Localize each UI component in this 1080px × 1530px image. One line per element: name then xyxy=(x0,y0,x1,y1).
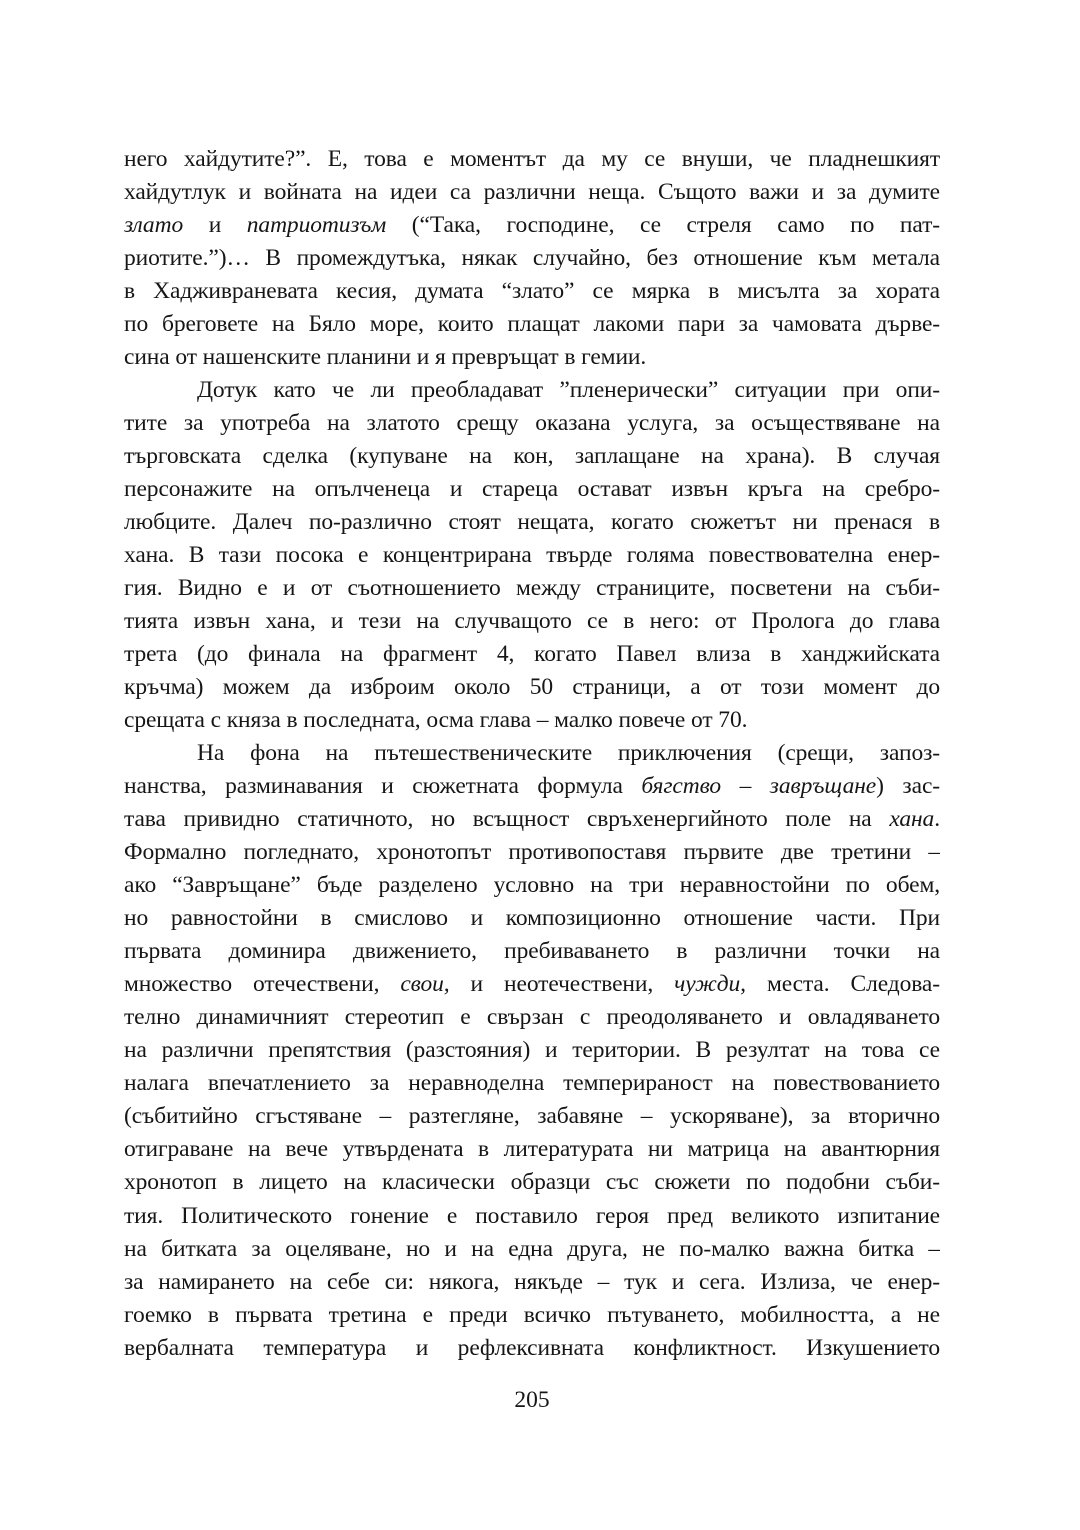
italic-term: хана xyxy=(889,806,935,833)
text-segment: ) зас- xyxy=(876,773,940,800)
text-line xyxy=(124,968,940,1001)
body-text xyxy=(124,143,940,1365)
text-segment: (“Така, господине, се стреля само по пат- xyxy=(386,212,940,239)
text-line: На фона на пътешественическите приключения (срещи, запоз- xyxy=(197,740,940,767)
text-segment: нанства, разминавания и сюжетната формула xyxy=(124,773,642,800)
text-line: на битката за оцеляване, но и на една друга, не по-малко важна битка – xyxy=(124,1235,940,1262)
text-segment: места. Следова- xyxy=(745,971,940,998)
text-line xyxy=(124,803,940,836)
page-number: 205 xyxy=(514,1387,550,1413)
text-line: отиграване на вече утвърдената в литературата ни матрица на авантюрния xyxy=(124,1136,940,1163)
text-line: тите за употреба на златото срещу оказана услуга, за осъществяване на xyxy=(124,410,940,437)
paragraph xyxy=(124,737,940,1364)
text-line: трета (до финала на фрагмент 4, когато Павел влиза в ханджийската xyxy=(124,641,940,668)
paragraph xyxy=(124,143,940,374)
text-line: тия. Политическото гонение е поставило героя пред великото изпитание xyxy=(124,1202,940,1229)
text-line: за намирането на себе си: някога, някъде – тук и сега. Излиза, че енер- xyxy=(124,1268,940,1295)
text-line: ако “Завръщане” бъде разделено условно на три неравностойни по обем, xyxy=(124,872,940,899)
italic-term: свои, xyxy=(400,971,450,998)
text-line: гия. Видно е и от съотношението между страниците, посветени на съби- xyxy=(124,575,940,602)
text-segment: . xyxy=(934,806,940,833)
text-line: хронотоп в лицето на класически образци със сюжети по подобни съби- xyxy=(124,1169,940,1196)
text-line: тията извън хана, и тези на случващото се в него: от Пролога до глава xyxy=(124,608,940,635)
italic-term: злато xyxy=(124,212,184,239)
text-line: хайдутлук и войната на идеи са различни неща. Същото важи и за думите xyxy=(124,179,940,206)
text-line: персонажите на опълченеца и стареца остават извън кръга на сребро- xyxy=(124,476,940,503)
text-line: кръчма) можем да изброим около 50 страници, а от този момент до xyxy=(124,674,940,701)
text-line: по бреговете на Бяло море, които плащат лакоми пари за чамовата дърве- xyxy=(124,311,940,338)
text-line: Формално погледнато, хронотопът противопоставя първите две третини – xyxy=(124,839,940,866)
text-line: (събитийно сгъстяване – разтегляне, забавяне – ускоряване), за вторично xyxy=(124,1103,940,1130)
text-line xyxy=(124,770,940,803)
text-line: но равностойни в смислово и композиционно отношение части. При xyxy=(124,905,940,932)
text-line: хана. В тази посока е концентрирана твърде голяма повествователна енер- xyxy=(124,542,940,569)
italic-term: чужди, xyxy=(674,971,746,998)
text-segment: и неотечествени, xyxy=(449,971,675,998)
text-line: Дотук като че ли преобладават ”пленерически” ситуации при опи- xyxy=(197,377,940,404)
text-line: в Хадживраневата кесия, думата “злато” се мярка в мисълта за хората xyxy=(124,278,940,305)
text-segment: и xyxy=(183,212,247,239)
text-line: сина от нашенските планини и я превръщат в гемии. xyxy=(124,344,647,371)
text-line: първата доминира движението, пребиваването в различни точки на xyxy=(124,938,940,965)
paragraph xyxy=(124,374,940,737)
italic-term: патриотизъм xyxy=(246,212,387,239)
italic-term: бягство – завръщане xyxy=(641,773,877,800)
text-line xyxy=(124,209,940,242)
text-line: любците. Далеч по-различно стоят нещата, когато сюжетът ни пренася в xyxy=(124,509,940,536)
text-line: търговската сделка (купуване на кон, заплащане на храна). В случая xyxy=(124,443,940,470)
text-line: риотите.”)… В промеждутъка, някак случайно, без отношение към метала xyxy=(124,245,940,272)
text-segment: тава привидно статичното, но всъщност свръхенергийното поле на xyxy=(124,806,890,833)
text-line: налага впечатлението за неравноделна темперираност на повествованието xyxy=(124,1070,940,1097)
text-line: срещата с княза в последната, осма глава – малко повече от 70. xyxy=(124,707,748,734)
text-line: гоемко в първата третина е преди всичко пътуването, мобилността, а не xyxy=(124,1301,940,1328)
text-line: на различни препятствия (разстояния) и територии. В резултат на това се xyxy=(124,1037,940,1064)
text-segment: множество отечествени, xyxy=(124,971,401,998)
text-line: телно динамичният стереотип е свързан с преодоляването и овладяването xyxy=(124,1004,940,1031)
text-line: него хайдутите?”. Е, това е моментът да му се внуши, че пладнешкият xyxy=(124,146,940,172)
text-line: вербалната температура и рефлексивната конфликтност. Изкушението xyxy=(124,1334,940,1361)
